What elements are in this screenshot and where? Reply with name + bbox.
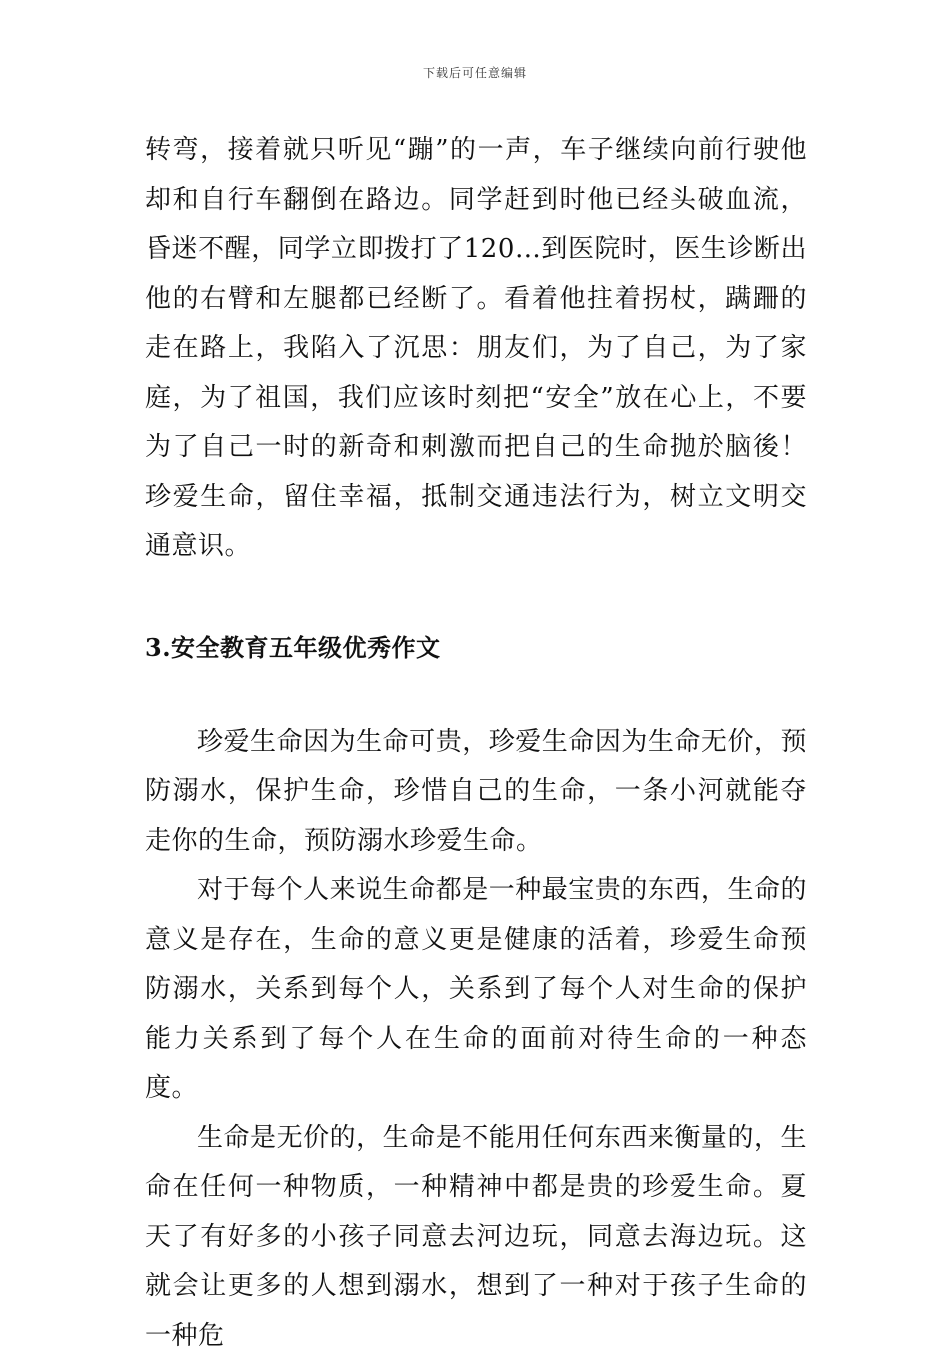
paragraph: 生命是无价的，生命是不能用任何东西来衡量的，生命在任何一种物质，一种精神中都是贵的珍爱生命。夏天了有好多的小孩子同意去河边玩，同意去海边玩。这就会让更多的人想到溺水，想到了一种对于孩子生命的一种危 [145, 1114, 807, 1361]
header-note: 下载后可任意编辑 [0, 66, 950, 80]
paragraph: 珍爱生命因为生命可贵，珍爱生命因为生命无价，预防溺水，保护生命，珍惜自己的生命，一条小河就能夺走你的生命，预防溺水珍爱生命。 [145, 718, 807, 867]
paragraph-continued: 转弯，接着就只听见“蹦”的一声，车子继续向前行驶他却和自行车翻倒在路边。同学赶到时他已经头破血流，昏迷不醒，同学立即拨打了120…到医院时，医生诊断出他的右臂和左腿都已经断了。看着他拄着拐杖，蹒跚的走在路上，我陷入了沉思：朋友们，为了自己，为了家庭，为了祖国，我们应该时刻把“安全”放在心上，不要为了自己一时的新奇和刺激而把自己的生命抛於脑後！珍爱生命，留住幸福，抵制交通违法行为，树立文明交通意识。 [145, 126, 807, 572]
document-body [145, 126, 807, 1361]
paragraph: 对于每个人来说生命都是一种最宝贵的东西，生命的意义是存在，生命的意义更是健康的活着，珍爱生命预防溺水，关系到每个人，关系到了每个人对生命的保护能力关系到了每个人在生命的面前对待生命的一种态度。 [145, 866, 807, 1114]
section-heading: 3.安全教育五年级优秀作文 [145, 632, 807, 664]
